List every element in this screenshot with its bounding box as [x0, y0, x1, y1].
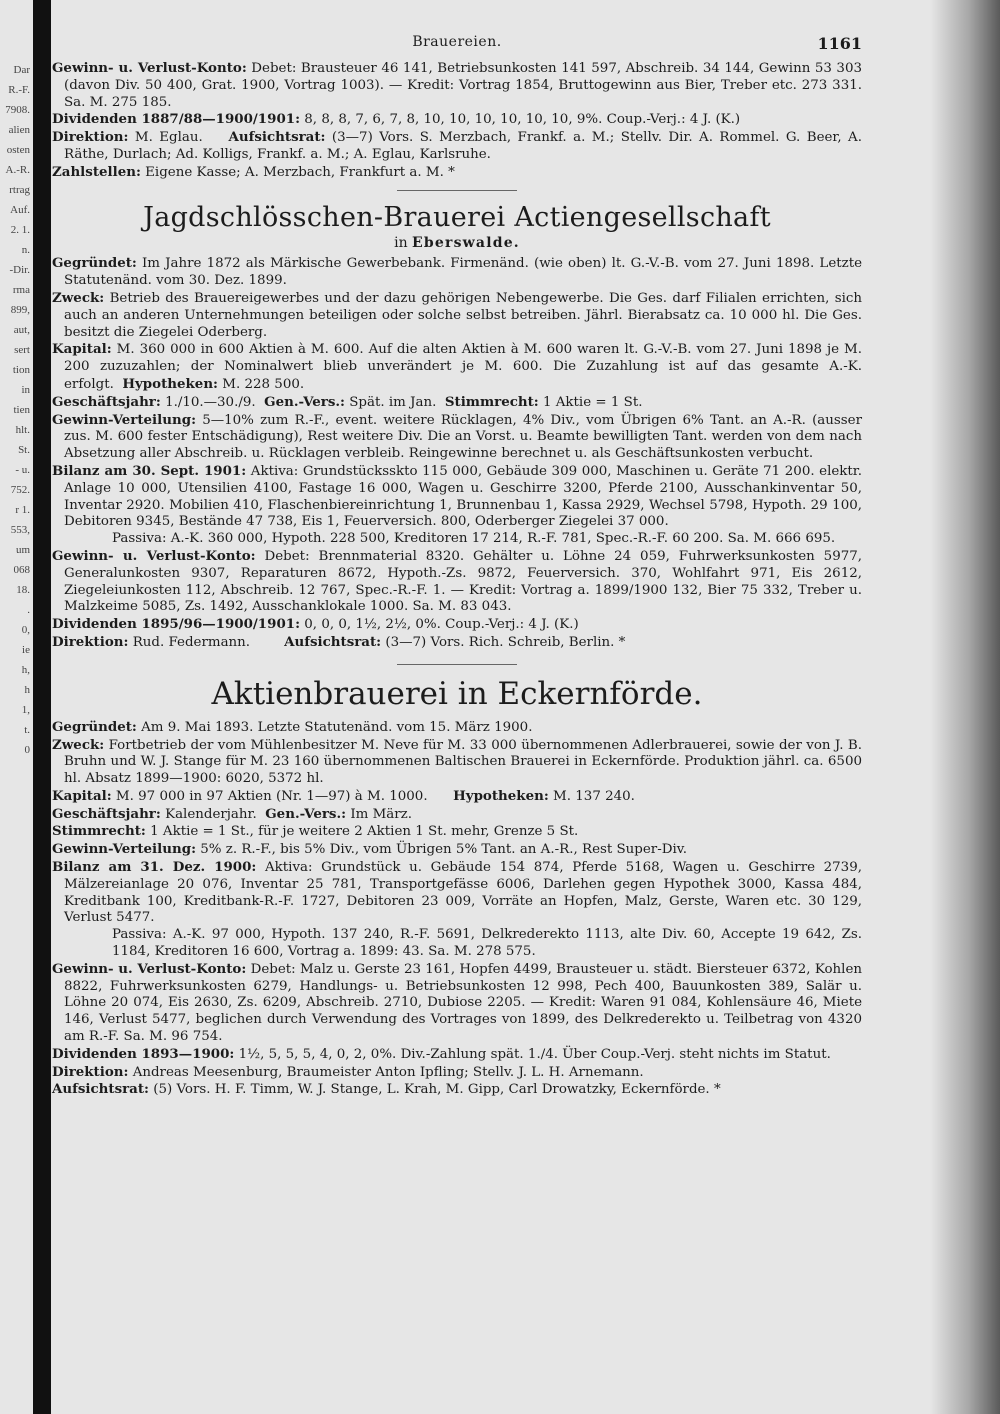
entry-label: Geschäftsjahr:	[52, 805, 161, 822]
entry-text: Aktiva: Grundstücksskto 115 000, Gebäude 309 000, Maschinen u. Geräte 71 200. elektr. Anlage 10 000, Utensilien 4100, Fastage 16 000, Wagen u. Geschirre 3200, Pferde 2100, Ausschankinventar 50, Inventar 2920. Mobilien 410, Flaschenbiereinrichtung 1, Brunnenbau 1, Kassa 2929, Wechsel 5798, Hypoth. 29 100, Debitoren 9345, Bestände 47 738, Eis 1, Feuerversich. 800, Oderberger Ziegelei 37 000.	[64, 463, 862, 530]
margin-fragment: 0	[24, 744, 30, 756]
margin-fragment: 7908.	[5, 104, 30, 116]
entry-label: Aufsichtsrat:	[284, 633, 382, 650]
entry-text: Im März.	[346, 806, 412, 822]
margin-fragment: 1,	[21, 704, 30, 716]
entry-label: Aufsichtsrat:	[52, 1081, 149, 1098]
entry-text: M. Eglau.	[128, 130, 203, 146]
entry-label: Gewinn- u. Verlust-Konto:	[52, 547, 256, 564]
margin-fragment: ie	[22, 644, 30, 656]
entry-label: Gegründet:	[52, 255, 137, 272]
entry-text: Kalenderjahr.	[160, 806, 257, 822]
entry-label: Direktion:	[52, 129, 129, 146]
entry-text: 1./10.—30./9.	[160, 394, 256, 410]
entry-text: Andreas Meesenburg, Braumeister Anton Ipfling; Stellv. J. L. H. Arnemann.	[128, 1064, 644, 1080]
entry-label: Gegründet:	[52, 718, 137, 735]
entry-text: Debet: Brennmaterial 8320. Gehälter u. Löhne 24 059, Fuhrwerksunkosten 5977, Generalunkosten 9307, Reparaturen 8672, Hypoth.-Zs. 9872, Feuerversich. 370, Wohlfahrt 971, Eis 2612, Ziegeleiunkosten 112, Abschreib. 12 767, Spec.-R.-F. 1. — Kredit: Vortrag a. 1899/1900 132, Bier 75 332, Treber u. Malzkeime 5085, Zs. 1492, Ausschanklokale 1000. Sa. M. 83 043.	[64, 548, 863, 615]
book-binding-shadow	[33, 0, 51, 1414]
entry-label: Dividenden 1887/88—1900/1901:	[52, 111, 301, 128]
entry-label: Direktion:	[52, 633, 129, 650]
entry-profit-loss	[52, 961, 862, 1046]
margin-fragment: rtrag	[9, 184, 30, 196]
margin-fragment: 0,	[21, 624, 30, 636]
margin-fragment: h	[24, 684, 30, 696]
section-divider	[397, 664, 517, 665]
margin-fragment: 2. 1.	[10, 224, 30, 236]
entry-text: Betrieb des Brauereigewerbes und der dazu gehörigen Nebengewerbe. Die Ges. darf Filialen errichten, sich auch an anderen Unternehmungen beteiligen oder solche selbst betreiben. Jährl. Bierabsatz ca. 10 000 hl. Die Ges. besitzt die Ziegelei Oderberg.	[64, 290, 862, 340]
running-head: Brauereien.	[412, 34, 502, 50]
margin-fragment: tion	[12, 364, 30, 376]
entry-text: Rud. Federmann.	[128, 634, 251, 650]
entry-purpose	[52, 290, 862, 341]
entry-text: 1 Aktie = 1 St.	[538, 394, 643, 410]
margin-fragment: 553,	[10, 524, 30, 536]
margin-fragment: um	[15, 544, 30, 556]
entry-label: Zweck:	[52, 289, 105, 306]
entry-founded	[52, 719, 862, 737]
entry-label: Gewinn-Verteilung:	[52, 841, 197, 858]
location-name: Eberswalde.	[412, 234, 520, 251]
entry-management	[52, 129, 862, 164]
entry-text: (3—7) Vors. Rich. Schreib, Berlin. *	[381, 634, 626, 650]
entry-label: Geschäftsjahr:	[52, 393, 161, 410]
margin-fragment: tien	[13, 404, 30, 416]
entry-label: Bilanz am 31. Dez. 1900:	[52, 859, 257, 876]
entry-label: Gen.-Vers.:	[265, 805, 347, 822]
margin-fragment: rma	[12, 284, 30, 296]
page-content	[52, 30, 862, 1099]
margin-fragment: osten	[6, 144, 30, 156]
entry-profit-loss	[52, 548, 862, 616]
entry-text: 5% z. R.-F., bis 5% Div., vom Übrigen 5% Tant. an A.-R., Rest Super-Div.	[196, 842, 687, 858]
entry-text: 8, 8, 8, 7, 6, 7, 8, 10, 10, 10, 10, 10, 10, 9%. Coup.-Verj.: 4 J. (K.)	[300, 112, 741, 128]
margin-fragment: sert	[14, 344, 30, 356]
entry-founded	[52, 255, 862, 290]
entry-label: Kapital:	[52, 341, 112, 358]
entry-text: Passiva: A.-K. 360 000, Hypoth. 228 500, Kreditoren 17 214, R.-F. 781, Spec.-R.-F. 60 200. Sa. M. 666 695.	[112, 531, 836, 547]
entry-purpose	[52, 737, 862, 788]
margin-fragment: n.	[21, 244, 30, 256]
page-header	[52, 30, 862, 60]
company-title: Aktienbrauerei in Eckernförde.	[211, 675, 703, 712]
margin-fragment: St.	[18, 444, 30, 456]
margin-fragment: hlt.	[15, 424, 30, 436]
entry-text: (5) Vors. H. F. Timm, W. J. Stange, L. Krah, M. Gipp, Carl Drowatzky, Eckernförde. *	[148, 1082, 721, 1098]
entry-text: 1 Aktie = 1 St., für je weitere 2 Aktien 1 St. mehr, Grenze 5 St.	[145, 824, 579, 840]
margin-fragment: -Dir.	[9, 264, 30, 276]
entry-liabilities	[52, 531, 862, 548]
entry-liabilities	[52, 927, 862, 961]
entry-text: Debet: Brausteuer 46 141, Betriebsunkosten 141 597, Abschreib. 34 144, Gewinn 53 303 (davon Div. 50 400, Grat. 1900, Vortrag 1003). — Kredit: Vortrag 1854, Bruttogewinn aus Bier, Treber etc. 273 331. Sa. M. 275 185.	[64, 61, 862, 110]
entry-balance-sheet	[52, 463, 862, 531]
entry-label: Gen.-Vers.:	[264, 393, 345, 410]
entry-text: Aktiva: Grundstück u. Gebäude 154 874, Pferde 5168, Wagen u. Geschirre 2739, Mälzereianlage 20 076, Inventar 25 781, Transportgefässe 6006, Darlehen gegen Hypothek 3000, Kassa 484, Kreditbank 100, Kreditbank-R.-F. 1727, Debitoren 23 009, Vorräte an Hopfen, Malz, Gerste, Waren etc. 30 129, Verlust 5477.	[64, 860, 862, 926]
entry-text: Am 9. Mai 1893. Letzte Statutenänd. vom 15. März 1900.	[136, 719, 533, 735]
margin-fragment: A.-R.	[5, 164, 30, 176]
entry-label: Dividenden 1893—1900:	[52, 1045, 235, 1062]
entry-label: Stimmrecht:	[52, 823, 146, 840]
entry-supervisory-board	[52, 1081, 862, 1099]
margin-fragment: - u.	[15, 464, 30, 476]
company-title: Jagdschlösschen-Brauerei Actiengesellschaft	[143, 201, 771, 233]
page-number: 1161	[817, 34, 862, 53]
margin-fragment: r 1.	[15, 504, 30, 516]
margin-fragment: Dar	[13, 64, 30, 76]
entry-paying-agents	[52, 164, 862, 182]
margin-fragment: 752.	[10, 484, 30, 496]
margin-fragment: .	[27, 604, 30, 616]
margin-fragment: Auf.	[10, 204, 30, 216]
entry-text: Spät. im Jan.	[344, 394, 437, 410]
entry-fiscal-year	[52, 394, 862, 412]
entry-label: Hypotheken:	[453, 787, 549, 804]
location-prefix: in	[394, 234, 413, 251]
margin-fragment: alien	[8, 124, 30, 136]
entry-profit-loss	[52, 60, 862, 111]
entry-text: M. 97 000 in 97 Aktien (Nr. 1—97) à M. 1000.	[111, 788, 428, 804]
entry-text: 1½, 5, 5, 5, 4, 0, 2, 0%. Div.-Zahlung spät. 1./4. Über Coup.-Verj. steht nichts im Statut.	[234, 1046, 831, 1062]
entry-voting-rights	[52, 823, 862, 841]
entry-text: 5—10% zum R.-F., event. weitere Rücklagen, 4% Div., vom Übrigen 6% Tant. an A.-R. (ausser zus. M. 600 fester Entschädigung), Rest weitere Div. Die an Vorst. u. Beamte bewilligten Tant. werden von dem nach Absetzung aller Abschreib. u. Rücklagen verbleib. Reingewinne berechnet u. als Geschäftsunkosten verbucht.	[64, 412, 862, 462]
entry-text: Eigene Kasse; A. Merzbach, Frankfurt a. M. *	[140, 164, 455, 180]
entry-label: Gewinn- u. Verlust-Konto:	[52, 960, 247, 977]
entry-label: Dividenden 1895/96—1900/1901:	[52, 616, 301, 633]
margin-fragment: 18.	[16, 584, 30, 596]
entry-text: M. 137 240.	[548, 788, 635, 804]
margin-fragment: aut,	[13, 324, 30, 336]
company-location	[52, 235, 862, 252]
entry-label: Zahlstellen:	[52, 163, 141, 180]
entry-profit-distribution	[52, 841, 862, 859]
entry-text: Debet: Malz u. Gerste 23 161, Hopfen 4499, Brausteuer u. städt. Biersteuer 6372, Kohlen 8822, Fuhrwerksunkosten 6279, Handlungs- u. Betriebsunkosten 12 998, Pech 400, Bauunkosten 389, Salär u. Löhne 20 074, Eis 2630, Zs. 6209, Abschreib. 2710, Dubiose 2205. — Kredit: Waren 91 084, Kohlensäure 46, Miete 146, Verlust 5477, beglichen durch Verwendung des Vortrages von 1899, des Delkrederekto u. Teilbetrag von 4320 am R.-F. Sa. M. 96 754.	[64, 961, 862, 1045]
entry-text: 0, 0, 0, 1½, 2½, 0%. Coup.-Verj.: 4 J. (K.)	[300, 617, 579, 633]
entry-label: Kapital:	[52, 787, 112, 804]
entry-management	[52, 634, 862, 652]
entry-text: Passiva: A.-K. 97 000, Hypoth. 137 240, R.-F. 5691, Delkrederekto 1113, alte Div. 60, Accepte 19 642, Zs. 1184, Kreditoren 16 600, Vortrag a. 1899: 43. Sa. M. 278 575.	[112, 927, 862, 960]
entry-capital	[52, 788, 862, 806]
entry-management	[52, 1064, 862, 1082]
entry-label: Gewinn- u. Verlust-Konto:	[52, 60, 247, 76]
page-edge-shadow	[930, 0, 1000, 1414]
entry-label: Gewinn-Verteilung:	[52, 411, 197, 428]
previous-page-margin	[0, 60, 32, 1360]
entry-text: Fortbetrieb der vom Mühlenbesitzer M. Neve für M. 33 000 übernommenen Adlerbrauerei, sowie der von J. B. Bruhn und W. J. Stange für M. 23 160 übernommenen Baltischen Brauerei in Eckernförde. Produktion jährl. ca. 6500 hl. Absatz 1899—1900: 6020, 5372 hl.	[64, 737, 862, 787]
margin-fragment: in	[21, 384, 30, 396]
entry-label: Bilanz am 30. Sept. 1901:	[52, 462, 247, 479]
entry-fiscal-year	[52, 806, 862, 824]
entry-balance-sheet	[52, 859, 862, 927]
margin-fragment: R.-F.	[8, 84, 30, 96]
entry-text: M. 360 000 in 600 Aktien à M. 600. Auf die alten Aktien à M. 600 waren lt. G.-V.-B. vom 27. Juni 1898 je M. 200 zuzuzahlen; der Nominalwert blieb unverändert je M. 600. Die Zuzahlung ist auf das gesamte A.-K. erfolgt.	[64, 342, 862, 392]
margin-fragment: t.	[24, 724, 30, 736]
entry-text: M. 228 500.	[218, 376, 305, 392]
entry-text: Im Jahre 1872 als Märkische Gewerbebank. Firmenänd. (wie oben) lt. G.-V.-B. vom 27. Juni 1898. Letzte Statutenänd. vom 30. Dez. 1899.	[64, 256, 862, 289]
margin-fragment: 899,	[10, 304, 30, 316]
section-divider	[397, 190, 517, 191]
margin-fragment: 068	[13, 564, 30, 576]
entry-label: Zweck:	[52, 736, 105, 753]
entry-profit-distribution	[52, 412, 862, 463]
margin-fragment: h,	[21, 664, 30, 676]
entry-dividends	[52, 111, 862, 129]
entry-label: Direktion:	[52, 1063, 129, 1080]
entry-dividends	[52, 1046, 862, 1064]
entry-label: Stimmrecht:	[444, 393, 539, 410]
entry-dividends	[52, 616, 862, 634]
entry-label: Hypotheken:	[122, 375, 219, 392]
entry-label: Aufsichtsrat:	[228, 129, 326, 146]
entry-text: (3—7) Vors. S. Merzbach, Frankf. a. M.; Stellv. Dir. A. Rommel. G. Beer, A. Räthe, Durlach; Ad. Kolligs, Frankf. a. M.; A. Eglau, Karlsruhe.	[64, 130, 862, 162]
entry-capital	[52, 341, 862, 393]
